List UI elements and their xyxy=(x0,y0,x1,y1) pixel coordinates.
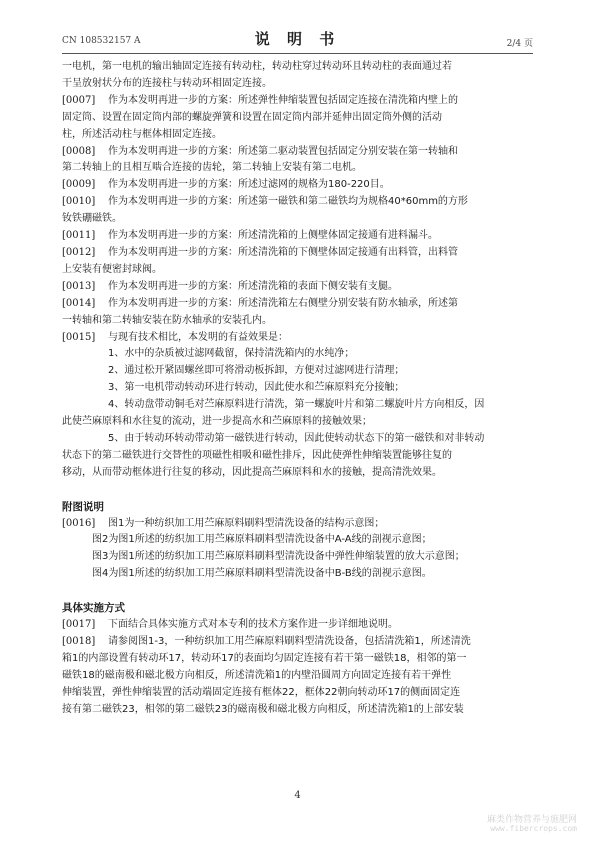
paragraph-tag: [0015] xyxy=(62,331,96,343)
paragraph-tag: [0012] xyxy=(62,246,96,258)
document-title: 说 明 书 xyxy=(254,30,341,48)
effect-item-5: 5、由于转动环转动带动第一磁铁进行转动，因此使转动状态下的第一磁铁和对非转动 状态下的第二磁铁进行交替性的项磁性相吸和磁性排斥，因此使弹性伸缩装置能够往复的 移动，从而带动框体进行往复的移动，因此提高苎麻原料和水的接触，提高清洗效果。 xyxy=(62,432,485,478)
section-title-embodiment: 具体实施方式 xyxy=(62,602,125,615)
paragraph-tag: [0007] xyxy=(62,94,96,106)
paragraph-0007: [0007] 作为本发明再进一步的方案：所述弹性伸缩装置包括固定连接在清洗箱内壁上的 固定筒、设置在固定筒内部的螺旋弹簧和设置在固定筒内部并延伸出固定筒外侧的活动 柱，所述活动柱与框体相固定连接。 xyxy=(62,94,458,140)
effect-item-2: 2、通过松开紧固螺丝即可将滑动板拆卸，方便对过滤网进行清理； xyxy=(108,365,405,377)
paragraph-tag: [0016] xyxy=(62,517,96,529)
page-header xyxy=(62,26,533,52)
figure-description-3: 图3为图1所述的纺织加工用苎麻原料刷料型清洗设备中弹性伸缩装置的放大示意图； xyxy=(92,551,465,563)
paragraph-0016: [0016] 图1为一种纺织加工用苎麻原料刷料型清洗设备的结构示意图； xyxy=(62,516,536,533)
effect-item-1: 1、水中的杂质被过滤网截留，保持清洗箱内的水纯净； xyxy=(108,348,355,360)
paragraph-tag: [0018] xyxy=(62,636,96,647)
figure-description-2: 图2为图1所述的纺织加工用苎麻原料刷料型清洗设备中A-A线的剖视示意图； xyxy=(92,534,432,546)
paragraph-tag: [0009] xyxy=(62,179,96,191)
paragraph-tag: [0010] xyxy=(62,196,96,208)
effect-item-4: 4、转动盘带动铜毛对苎麻原料进行清洗，第一螺旋叶片和第二螺旋叶片方向相反，因 此使苎麻原料和水往复的流动，进一步提高水和苎麻原料的接触效果； xyxy=(62,399,485,428)
watermark-site-name: 麻类作物营养与施肥网 xyxy=(486,815,577,825)
document-body xyxy=(62,59,536,719)
page-indicator: 2/4 页 xyxy=(506,39,533,49)
paragraph-0009: [0009] 作为本发明再进一步的方案：所述过滤网的规格为180-220目。 xyxy=(62,177,536,194)
paragraph-0010: [0010] 作为本发明再进一步的方案：所述第一磁铁和第二磁铁均为规格40*60mm的方形 钕铁硼磁铁。 xyxy=(62,196,468,225)
watermark-url: www.fibercrops.com xyxy=(490,824,577,833)
figure-description-4: 图4为图1所述的纺织加工用苎麻原料刷料型清洗设备中B-B线的剖视示意图。 xyxy=(92,568,432,580)
section-title-figures: 附图说明 xyxy=(62,500,104,513)
page-number: 4 xyxy=(294,790,301,801)
paragraph-0015: [0015] 与现有技术相比，本发明的有益效果是： xyxy=(62,330,536,347)
site-watermark xyxy=(437,812,577,836)
paragraph-0018: [0018] 请参阅图1-3，一种纺织加工用苎麻原料刷料型清洗设备，包括清洗箱1，所述清洗 箱1的内部设置有转动环17，转动环17的表面均匀固定连接有若干第一磁铁18，相邻的第一 磁铁18的磁南极和磁北极方向相反，所述清洗箱1的内壁沿圆周方向固定连接有若干弹性 伸缩装置，弹性伸缩装置的活动端固定连接有框体22，框体22朝向转动环17的侧面固定连 接有第二磁铁23，相邻的第二磁铁23的磁南极和磁北极方向相反，所述清洗箱1的上部安装 xyxy=(62,636,471,715)
effect-item-3: 3、第一电机带动转动环进行转动，因此使水和苎麻原料充分接触； xyxy=(108,382,405,394)
paragraph-tag: [0014] xyxy=(62,297,96,309)
paragraph-tag: [0017] xyxy=(62,619,96,631)
paragraph-0014: [0014] 作为本发明再进一步的方案：所述清洗箱左右侧壁分别安装有防水轴承，所述第 一转轴和第二转轴安装在防水轴承的安装孔内。 xyxy=(62,297,458,326)
publication-number: CN 108532157 A xyxy=(62,36,141,46)
intro-paragraph: 一电机，第一电机的输出轴固定连接有转动柱，转动柱穿过转动环且转动柱的表面通过若 干呈放射状分布的连接柱与转动环相固定连接。 xyxy=(62,61,452,89)
paragraph-0017: [0017] 下面结合具体实施方式对本专利的技术方案作进一步详细地说明。 xyxy=(62,617,536,634)
paragraph-0012: [0012] 作为本发明再进一步的方案：所述清洗箱的下侧壁体固定接通有出料管，出料管 上安装有便密封球阀。 xyxy=(62,246,458,275)
paragraph-0008: [0008] 作为本发明再进一步的方案：所述第二驱动装置包括固定分别安装在第一转轴和 第二转轴上的且相互啮合连接的齿轮，第二转轴上安装有第二电机。 xyxy=(62,145,458,174)
paragraph-tag: [0011] xyxy=(62,230,96,242)
header-rule xyxy=(62,53,533,54)
paragraph-0013: [0013] 作为本发明再进一步的方案：所述清洗箱的表面下侧安装有支腿。 xyxy=(62,279,536,296)
paragraph-tag: [0013] xyxy=(62,280,96,292)
paragraph-tag: [0008] xyxy=(62,145,96,157)
paragraph-0011: [0011] 作为本发明再进一步的方案：所述清洗箱的上侧壁体固定接通有进料漏斗。 xyxy=(62,228,536,245)
